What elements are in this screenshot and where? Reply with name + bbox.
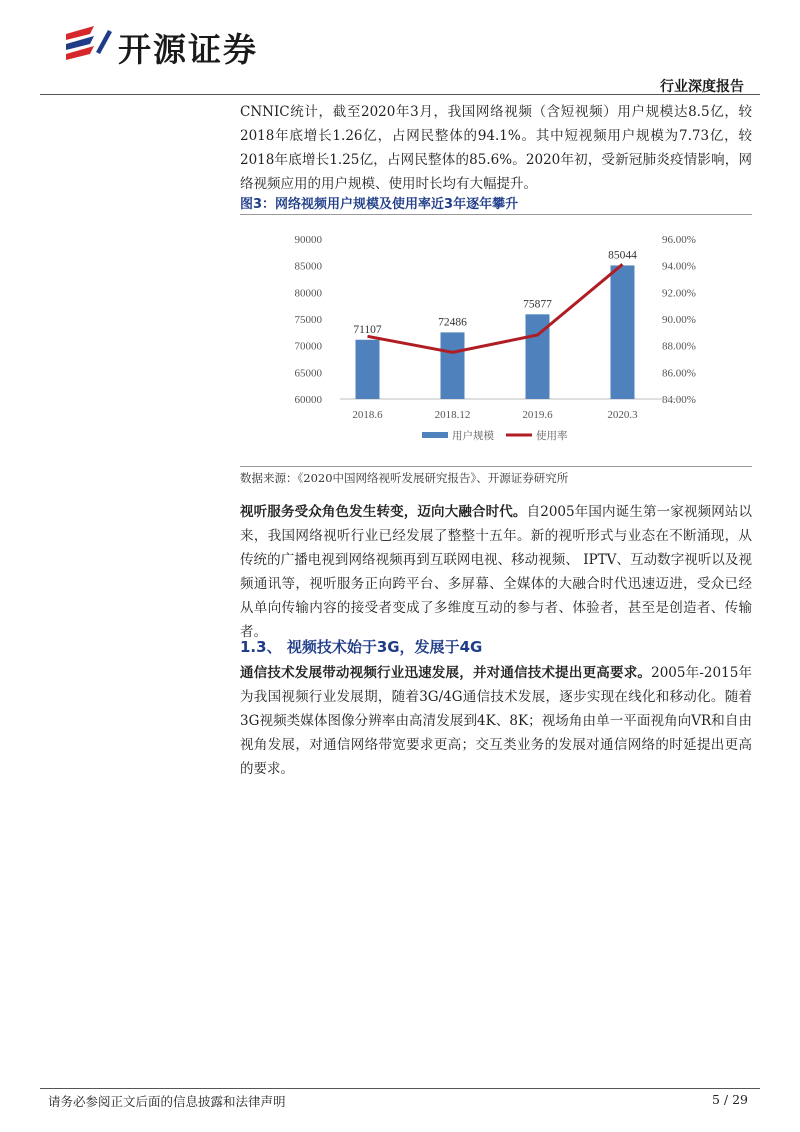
usage-rate-line: [368, 264, 623, 352]
page-number: 5 / 29: [711, 1092, 748, 1107]
bar: [611, 265, 635, 399]
paragraph-audience-shift: [240, 500, 752, 644]
bar-data-label: 75877: [523, 298, 552, 311]
section-title: 视频技术始于3G，发展于4G: [286, 638, 483, 656]
x-tick-label: 2018.12: [434, 409, 471, 421]
y-right-axis: [662, 234, 696, 406]
x-axis: [352, 409, 638, 421]
y-right-tick: 96.00%: [662, 234, 696, 246]
y-left-tick: 85000: [294, 260, 322, 273]
user-scale-chart: [240, 220, 752, 465]
y-right-tick: 92.00%: [662, 287, 696, 300]
bar-data-label: 72486: [438, 316, 467, 329]
header-divider: [40, 94, 760, 95]
y-left-tick: 65000: [294, 367, 322, 380]
bar: [441, 332, 465, 399]
figure-top-rule: [240, 214, 752, 215]
x-tick-label: 2019.6: [522, 409, 553, 421]
chart-legend: [422, 429, 568, 442]
bar: [356, 340, 380, 399]
bar-data-label: 85044: [608, 249, 637, 262]
section-number: 1.3、: [240, 638, 282, 656]
bar-series: [356, 265, 635, 399]
paragraph-lead-bold: 视听服务受众角色发生转变，迈向大融合时代。: [240, 504, 527, 520]
report-type-label: 行业深度报告: [660, 79, 744, 95]
y-right-tick: 90.00%: [662, 314, 696, 326]
y-left-axis: [295, 234, 323, 406]
section-heading: [240, 636, 482, 657]
paragraph-body: 自2005年国内诞生第一家视频网站以来，我国网络视听行业已经发展了整整十五年。新的视听形式与业态在不断涌现，从传统的广播电视到网络视频再到互联网电视、移动视频、 IPTV、互动数字视听以及视频通讯等，视听服务正向跨平台、多屏幕、全媒体的大融合时代迅速迈进，受众已经从单向传输内容的接受者变成了多维度互动的参与者、体验者，甚至是创造者、传输者。: [240, 504, 753, 640]
brand-name: 开源证券: [118, 30, 258, 69]
x-tick-label: 2018.6: [352, 409, 383, 421]
y-left-tick: 60000: [294, 394, 322, 406]
legend-usage-rate: 使用率: [536, 430, 568, 442]
y-right-tick: 88.00%: [662, 340, 696, 353]
y-right-tick: 84.00%: [662, 394, 696, 406]
footer-disclaimer: 请务必参阅正文后面的信息披露和法律声明: [48, 1094, 286, 1109]
y-left-tick: 70000: [294, 340, 322, 353]
paragraph-body: 2005年-2015年为我国视频行业发展期，随着3G/4G通信技术发展，逐步实现在线化和移动化。随着3G视频类媒体图像分辨率由高清发展到4K、8K；视场角由单一平面视角向VR和自由视角发展，对通信网络带宽要求更高；交互类业务的发展对通信网络的时延提出更高的要求。: [240, 665, 752, 777]
y-left-tick: 75000: [294, 314, 322, 326]
paragraph-lead-bold: 通信技术发展带动视频行业迅速发展，并对通信技术提出更高要求。: [240, 665, 652, 681]
figure-caption: 图3：网络视频用户规模及使用率近3年逐年攀升: [240, 197, 519, 212]
legend-bar-swatch: [422, 432, 448, 438]
x-tick-label: 2020.3: [607, 409, 638, 421]
paragraph-telecom: [240, 661, 752, 781]
y-left-tick: 90000: [294, 234, 322, 246]
paragraph-cnnic-stats: CNNIC统计，截至2020年3月，我国网络视频（含短视频）用户规模达8.5亿，较2018年底增长1.26亿，占网民整体的94.1%。其中短视频用户规模为7.73亿，较2018年底增长1.25亿，占网民整体的85.6%。2020年初，受新冠肺炎疫情影响，网络视频应用的用户规模、使用时长均有大幅提升。: [240, 104, 752, 192]
y-right-tick: 86.00%: [662, 367, 696, 380]
bar-data-labels: [353, 249, 637, 335]
figure-bottom-rule: [240, 466, 752, 467]
bar-data-label: 71107: [353, 323, 382, 336]
footer-divider: [40, 1088, 760, 1089]
y-left-tick: 80000: [294, 287, 322, 300]
y-right-tick: 94.00%: [662, 260, 696, 273]
legend-user-scale: 用户规模: [452, 430, 494, 442]
figure-source: 数据来源：《2020中国网络视听发展研究报告》、开源证券研究所: [240, 471, 569, 485]
